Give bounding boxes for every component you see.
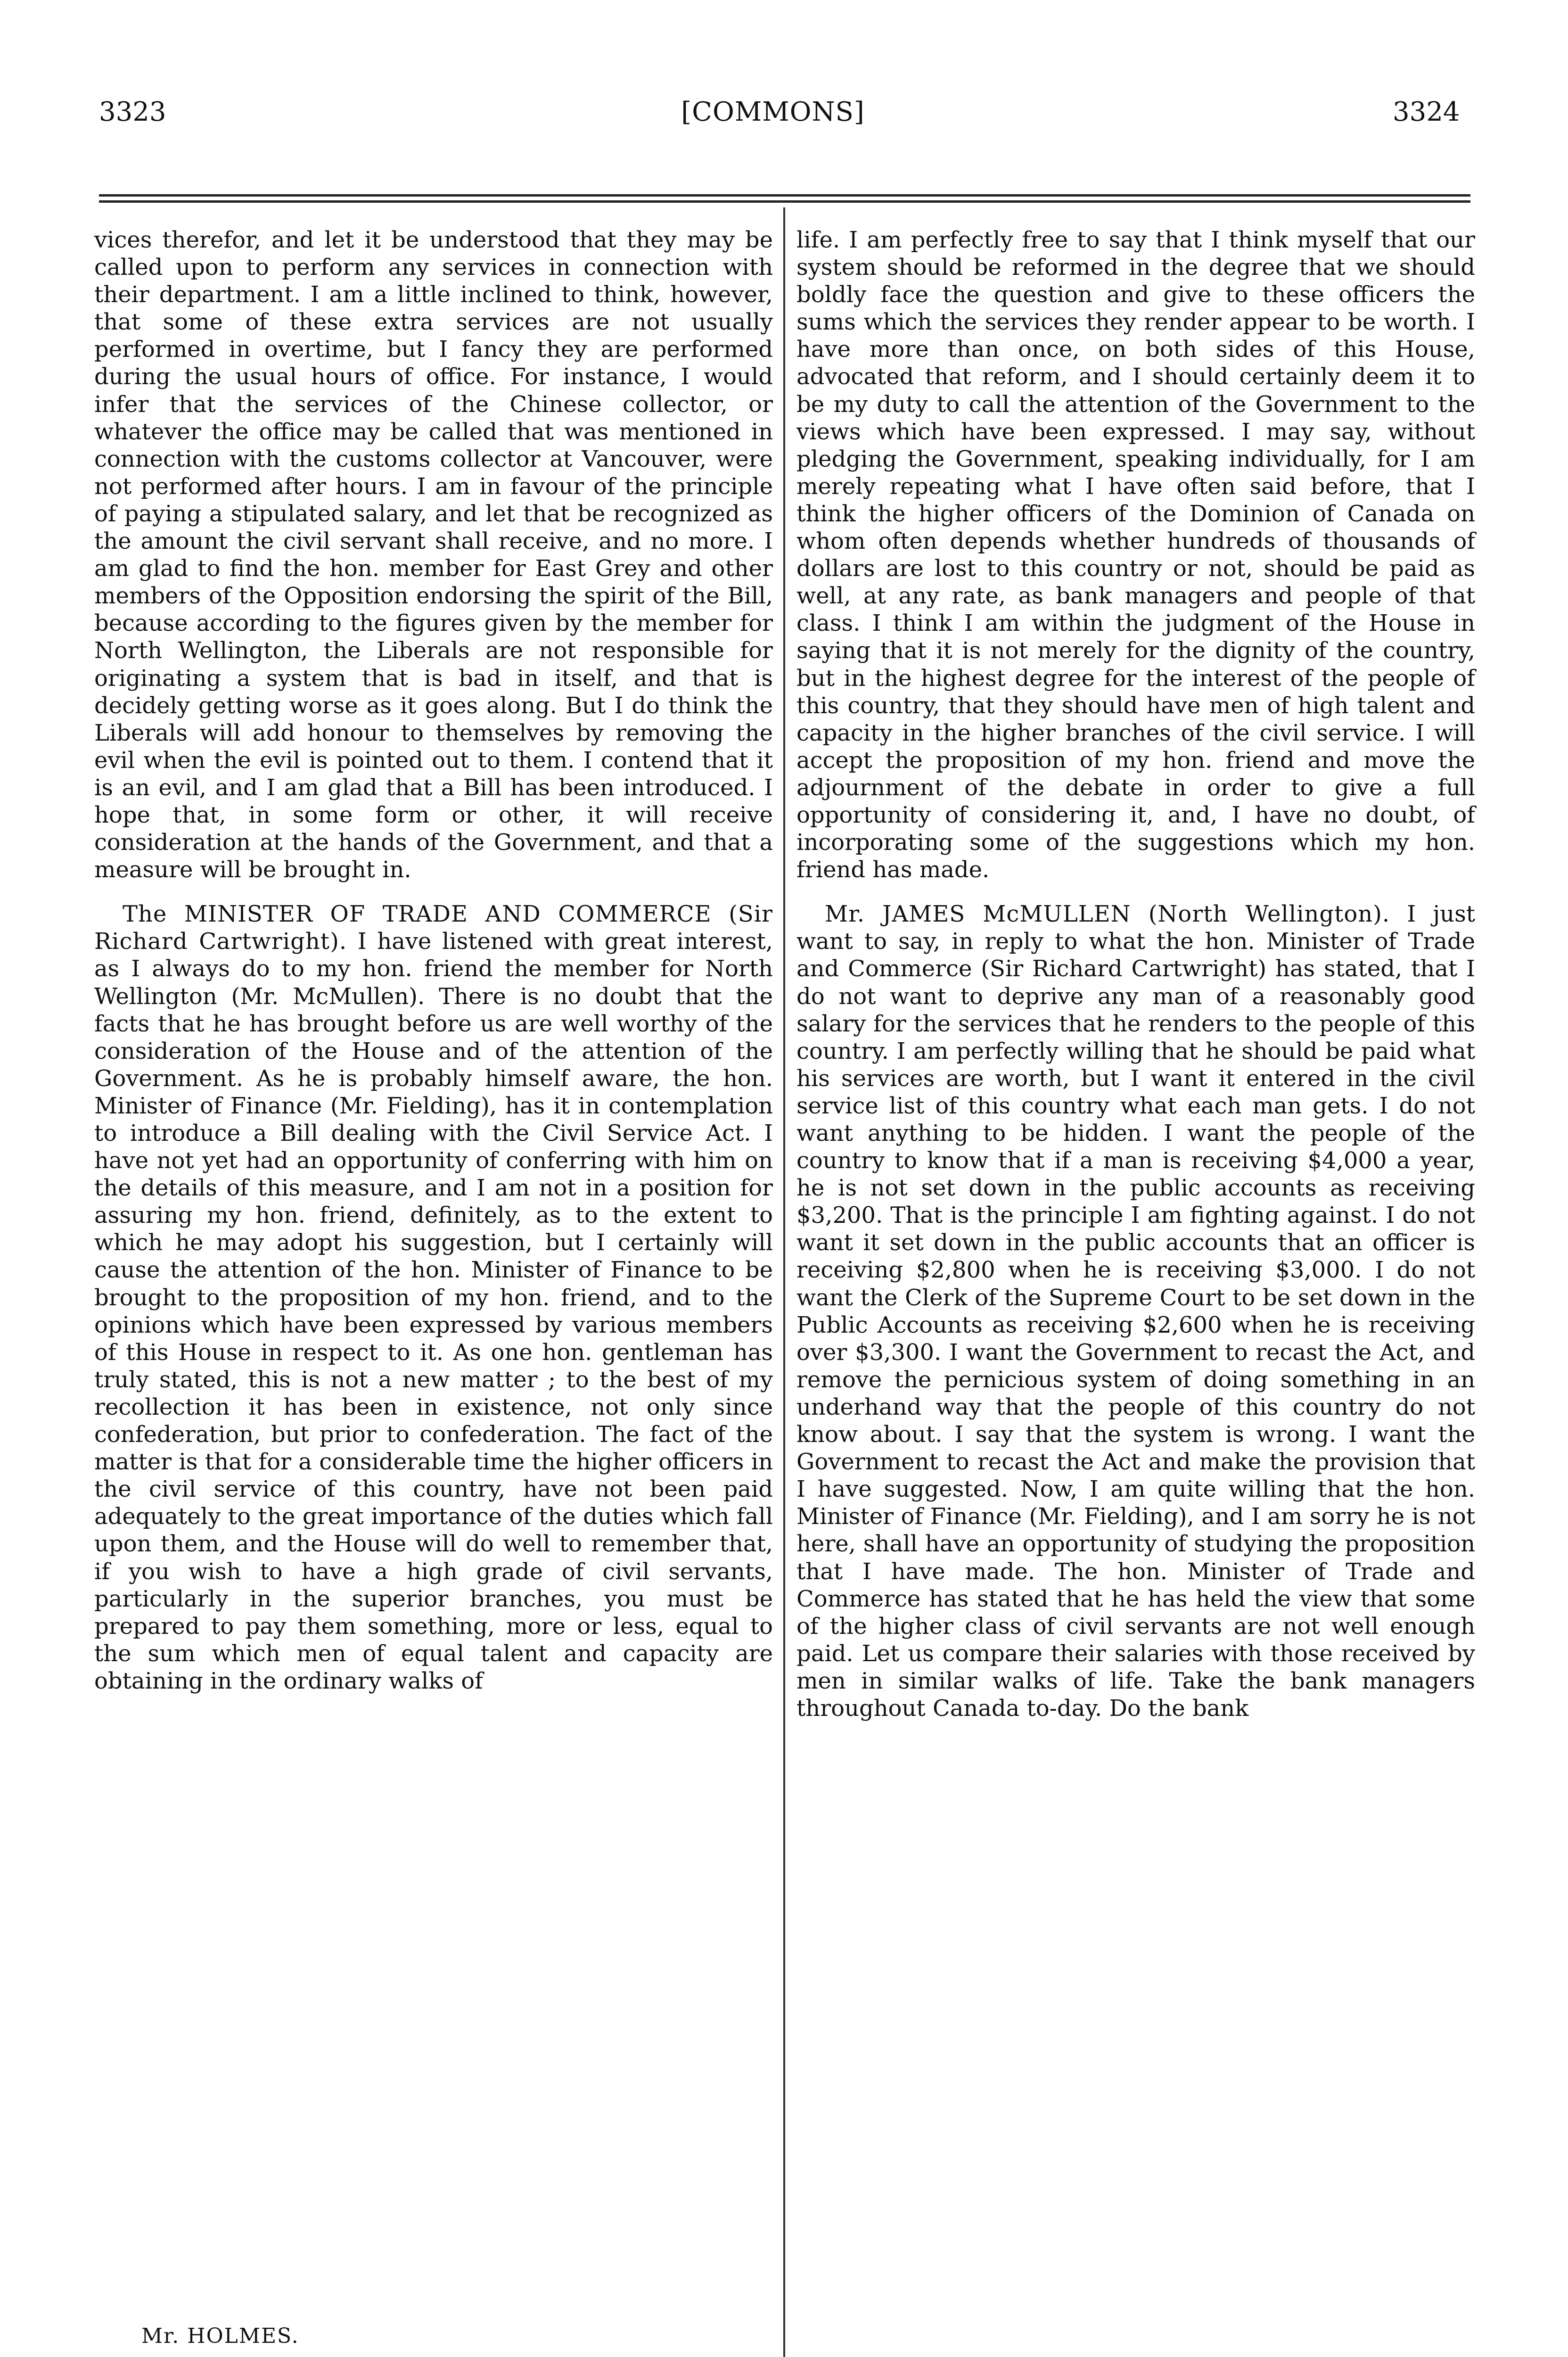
left-column	[94, 226, 773, 1695]
left-paragraph-2	[94, 900, 773, 1695]
left-paragraph-1: vices therefor, and let it be understood that they may be called upon to perform any services in connection with their department. I am a little inclined to think, however, that some of these extra services are not usually performed in overtime, but I fancy they are performed during the usual hours of office. For instance, I would infer that the services of the Chinese collector, or whatever the office may be called that was mentioned in connection with the customs collector at Vancouver, were not performed after hours. I am in favour of the principle of paying a stipulated salary, and let that be recognized as the amount the civil servant shall receive, and no more. I am glad to find the hon. member for East Grey and other members of the Opposition endorsing the spirit of the Bill, because according to the figures given by the member for North Wellington, the Liberals are not responsible for originating a system that is bad in itself, and that is decidely getting worse as it goes along. But I do think the Liberals will add honour to themselves by removing the evil when the evil is pointed out to them. I contend that it is an evil, and I am glad that a Bill has been introduced. I hope that, in some form or other, it will receive consideration at the hands of the Government, and that a measure will be brought in.	[94, 227, 773, 883]
page-number-right: 3324	[1393, 97, 1460, 127]
header-rule-bottom	[99, 200, 1470, 203]
right-paragraph-1: life. I am perfectly free to say that I think myself that our system should be reformed in the degree that we should boldly face the question and give to these officers the sums which the services they render appear to be worth. I have more than once, on both sides of this House, advocated that reform, and I should certainly deem it to be my duty to call the attention of the Government to the views which have been expressed. I may say, without pledging the Government, speaking individually, for I am merely repeating what I have often said before, that I think the higher officers of the Dominion of Canada on whom often depends whether hundreds of thousands of dollars are lost to this country or not, should be paid as well, at any rate, as bank managers and people of that class. I think I am within the judgment of the House in saying that it is not merely for the dignity of the country, but in the highest degree for the interest of the people of this country, that they should have men of high talent and capacity in the higher branches of the civil service. I will accept the proposition of my hon. friend and move the adjournment of the debate in order to give a full opportunity of considering it, and, I have no doubt, of incorporating some of the suggestions which my hon. friend has made.	[796, 227, 1475, 883]
running-head: [COMMONS]	[681, 97, 865, 127]
page-header	[0, 97, 1568, 144]
speech-text: I have listened with great interest, as I always do to my hon. friend the member for North Wellington (Mr. McMullen). There is no doubt that the facts that he has brought before us are well worthy of the consideration of the House and of the attention of the Government. As he is probably himself aware, the hon. Minister of Finance (Mr. Fielding), has it in contemplation to introduce a Bill dealing with the Civil Service Act. I have not yet had an opportunity of conferring with him on the details of this measure, and I am not in a position for assuring my hon. friend, definitely, as to the extent to which he may adopt his suggestion, but I certainly will cause the attention of the hon. Minister of Finance to be brought to the proposition of my hon. friend, and to the opinions which have been expressed by various members of this House in respect to it. As one hon. gentleman has truly stated, this is not a new matter ; to the best of my recollection it has been in existence, not only since confederation, but prior to confederation. The fact of the matter is that for a considerable time the higher officers in the civil service of this country, have not been paid adequately to the great importance of the duties which fall upon them, and the House will do well to remember that, if you wish to have a high grade of civil servants, particularly in the superior branches, you must be prepared to pay them something, more or less, equal to the sum which men of equal talent and capacity are obtaining in the ordinary walks of	[94, 928, 773, 1694]
right-column	[796, 226, 1475, 1722]
speaker-name: The MINISTER OF TRADE AND COMMERCE (Sir Richard Cartwright).	[94, 901, 773, 955]
speaker-name: Mr. JAMES McMULLEN (North Wellington).	[825, 901, 1390, 928]
speech-text: I just want to say, in reply to what the hon. Minister of Trade and Commerce (Sir Richard Cartwright) has stated, that I do not want to deprive any man of a reasonably good salary for the services that he renders to the people of this country. I am perfectly willing that he should be paid what his services are worth, but I want it entered in the civil service list of this country what each man gets. I do not want anything to be hidden. I want the people of the country to know that if a man is receiving $4,000 a year, he is not set down in the public accounts as receiving $3,200. That is the principle I am fighting against. I do not want it set down in the public accounts that an officer is receiving $2,800 when he is receiving $3,000. I do not want the Clerk of the Supreme Court to be set down in the Public Accounts as receiving $2,600 when he is receiving over $3,300. I want the Government to recast the Act, and remove the pernicious system of doing something in an underhand way that the people of this country do not know about. I say that the system is wrong. I want the Government to recast the Act and make the provision that I have suggested. Now, I am quite willing that the hon. Minister of Finance (Mr. Fielding), and I am sorry he is not here, shall have an opportunity of studying the proposition that I have made. The hon. Minister of Trade and Commerce has stated that he has held the view that some of the higher class of civil servants are not well enough paid. Let us compare their salaries with those received by men in similar walks of life. Take the bank managers throughout Canada to-day. Do the bank	[796, 901, 1476, 1722]
right-paragraph-2	[796, 900, 1475, 1722]
footer-signature: Mr. HOLMES.	[141, 2324, 299, 2348]
page-number-left: 3323	[99, 97, 166, 127]
header-rule-top	[99, 194, 1470, 197]
column-divider	[783, 207, 785, 2357]
